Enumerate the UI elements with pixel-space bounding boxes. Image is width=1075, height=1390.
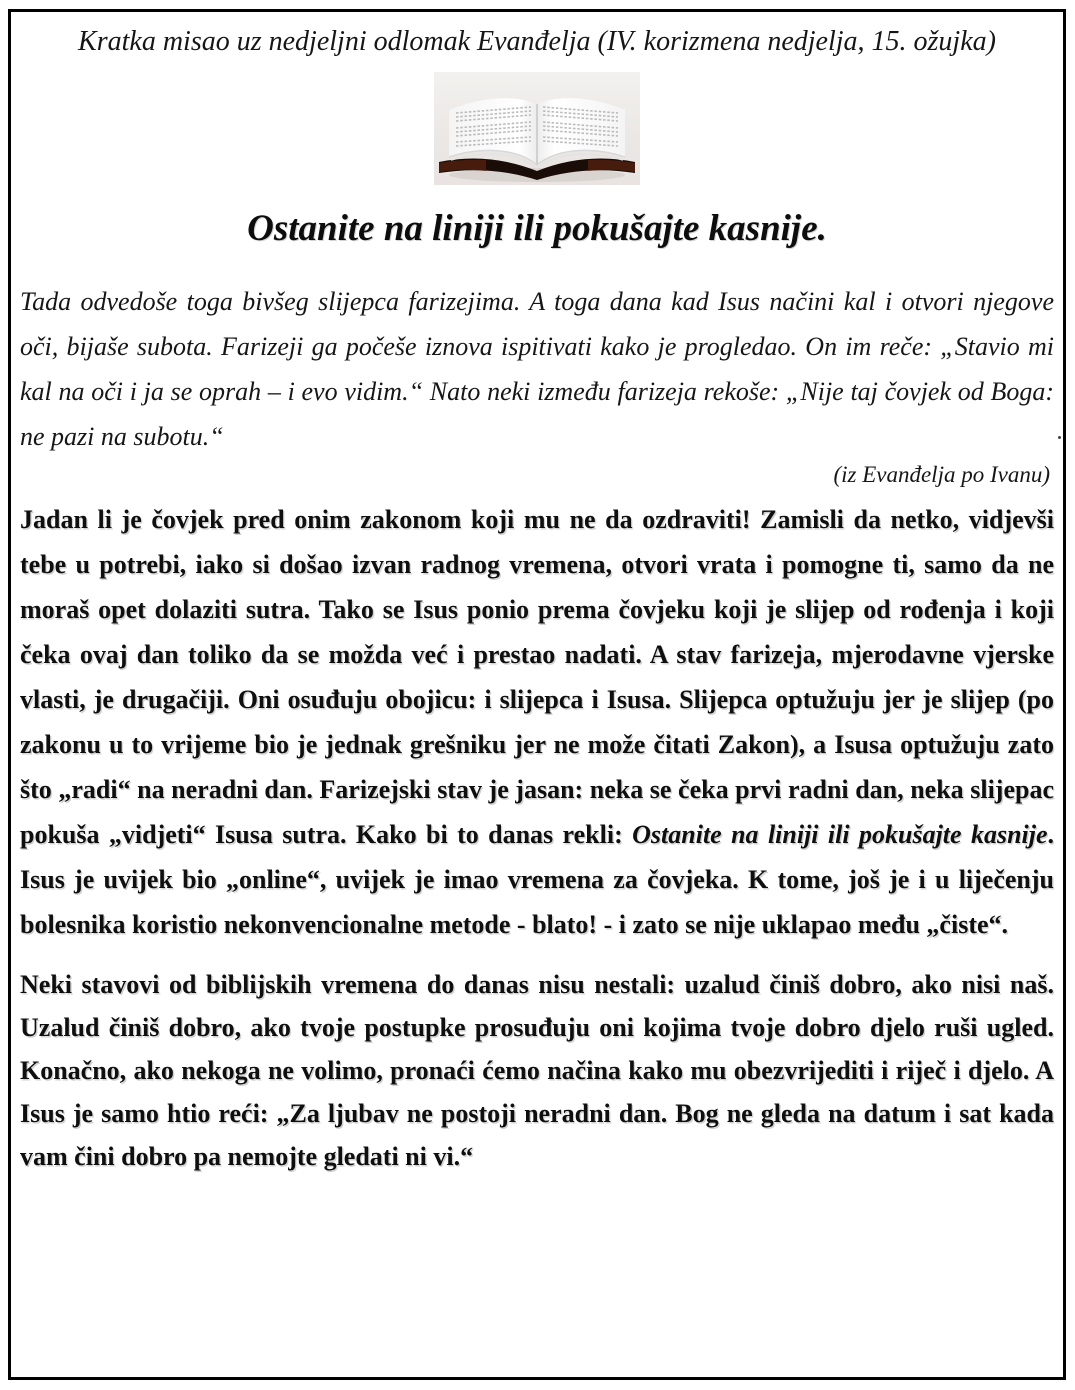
page-header: Kratka misao uz nedjeljni odlomak Evanđelja (IV. korizmena nedjelja, 15. ožujka) — [78, 26, 996, 57]
bordered-page — [8, 9, 1066, 1380]
stray-print-dot — [1058, 436, 1061, 439]
text-segment: Neki stavovi od biblijskih vremena do danas nisu nestali: uzalud činiš dobro, ako nisi naš. Uzalud činiš dobro, ako tvoje postupke prosuđuju oni kojima tvoje dobro djelo ruši ugled. Konačno, ako nekoga ne volimo, pronaći ćemo načina kako mu obezvrijediti i riječ i djelo. A Isus je samo htio reći: „Za ljubav ne postoji neradni dan. Bog ne gleda na datum i sat kada vam čini dobro pa nemojte gledati ni vi.“ — [20, 970, 1054, 1171]
open-book-image — [434, 72, 640, 185]
reflection-paragraph-2 — [20, 963, 1054, 1178]
text-segment: . Isus je uvijek bio „online“, uvijek je imao vremena za čovjeka. K tome, još je i u liječenju bolesnika koristio nekonvencionalne metode - blato! - i zato se nije uklapao među „čiste“. — [20, 820, 1055, 939]
reflection-paragraph-1 — [20, 497, 1054, 947]
italic-phrase: Ostanite na liniji ili pokušajte kasnije — [632, 820, 1048, 849]
page-title: Ostanite na liniji ili pokušajte kasnije. — [247, 208, 827, 249]
gospel-quote-paragraph: Tada odvedoše toga bivšeg slijepca farizejima. A toga dana kad Isus načini kal i otvori njegove oči, bijaše subota. Farizeji ga počeše iznova ispitivati kako je progledao. On im reče: „Stavio mi kal na oči i ja se oprah – i evo vidim.“ Nato neki između farizeja rekoše: „Nije taj čovjek od Boga: ne pazi na subotu.“ — [20, 287, 1054, 451]
text-segment: Jadan li je čovjek pred onim zakonom koji mu ne da ozdraviti! Zamisli da netko, vidjevši tebe u potrebi, iako si došao izvan radnog vremena, otvori vrata i pomogne ti, samo da ne moraš opet dolaziti sutra. Tako se Isus ponio prema čovjeku koji je slijep od rođenja i koji čeka ovaj dan toliko da se možda već i prestao nadati. A stav farizeja, mjerodavne vjerske vlasti, je drugačiji. Oni osuđuju obojicu: i slijepca i Isusa. Slijepca optužuju jer je slijep (po zakonu u to vrijeme bio je jednak grešniku jer ne može čitati Zakon), a Isusa optužuju zato što „radi“ na neradni dan. Farizejski stav je jasan: neka se čeka prvi radni dan, neka slijepac pokuša „vidjeti“ Isusa sutra. Kako bi to danas rekli: — [20, 505, 1054, 849]
gospel-attribution: (iz Evanđelja po Ivanu) — [833, 462, 1050, 487]
